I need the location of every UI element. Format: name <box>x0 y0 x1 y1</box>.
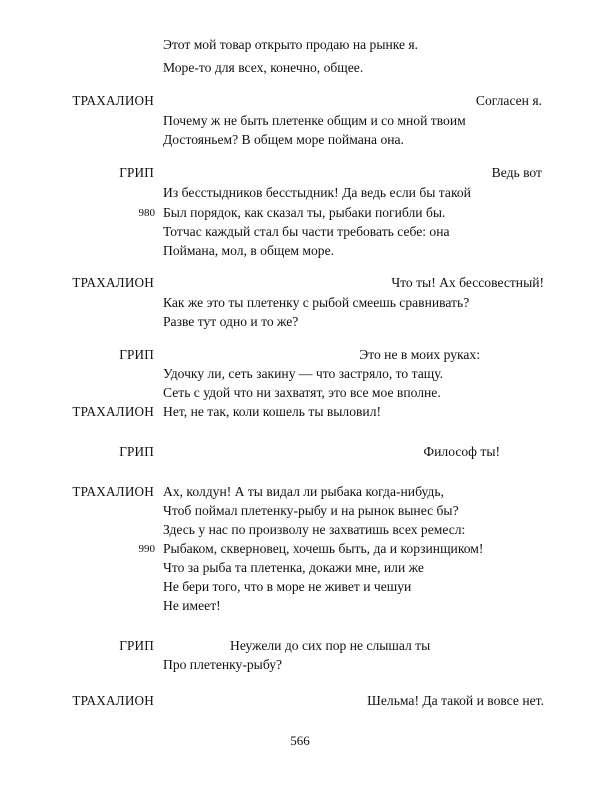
line-text: Это не в моих руках: <box>359 347 480 362</box>
speaker-name: ТРАХАЛИОН <box>72 275 154 290</box>
verse-line <box>0 241 600 261</box>
speaker-name: ГРИП <box>119 165 154 180</box>
line-text: Рыбаком, скверновец, хочешь быть, да и корзинщиком! <box>163 541 484 556</box>
speaker-name: ТРАХАЛИОН <box>72 484 154 499</box>
verse-line <box>0 364 600 384</box>
verse-line <box>0 293 600 313</box>
verse-line <box>0 183 600 203</box>
line-text: Что за рыба та плетенка, докажи мне, или же <box>163 560 424 575</box>
line-text: Был порядок, как сказал ты, рыбаки погибли бы. <box>163 205 446 220</box>
verse-line <box>0 345 600 365</box>
speaker-name: ТРАХАЛИОН <box>72 404 154 419</box>
line-text: Поймана, мол, в общем море. <box>163 243 334 258</box>
verse-line <box>0 636 600 656</box>
line-text: Здесь у нас по произволу не захватишь всех ремесл: <box>163 522 466 537</box>
verse-line <box>0 539 600 559</box>
line-number: 980 <box>138 207 155 219</box>
line-text: Не бери того, что в море не живет и чешуи <box>163 579 412 594</box>
verse-line <box>0 596 600 616</box>
verse-line <box>0 691 600 711</box>
line-text: Этот мой товар открыто продаю на рынке я. <box>163 37 419 52</box>
speaker-name: ТРАХАЛИОН <box>72 693 154 708</box>
line-text: Ах, колдун! А ты видал ли рыбака когда-нибудь, <box>163 484 444 499</box>
verse-line <box>0 58 600 78</box>
verse-line <box>0 91 600 111</box>
verse-line <box>0 130 600 150</box>
line-text: Достояньем? В общем море поймана она. <box>163 132 404 147</box>
line-text: Разве тут одно и то же? <box>163 314 299 329</box>
line-text: Из бесстыдников бесстыдник! Да ведь если бы такой <box>163 185 471 200</box>
verse-line <box>0 111 600 131</box>
speaker-name: ТРАХАЛИОН <box>72 93 154 108</box>
verse-line <box>0 558 600 578</box>
line-text: Философ ты! <box>423 444 500 459</box>
verse-line <box>0 577 600 597</box>
verse-line <box>0 383 600 403</box>
verse-line <box>0 655 600 675</box>
verse-line <box>0 442 600 462</box>
line-text: Что ты! Ах бессовестный! <box>391 275 544 290</box>
line-text: Тотчас каждый стал бы части требовать себе: она <box>163 224 450 239</box>
page-number: 566 <box>290 733 310 748</box>
line-text: Шельма! Да такой и вовсе нет. <box>367 693 544 708</box>
line-text: Удочку ли, сеть закину — что застряло, то тащу. <box>163 366 444 381</box>
verse-line <box>0 402 600 422</box>
verse-line <box>0 222 600 242</box>
verse-line <box>0 482 600 502</box>
line-text: Почему ж не быть плетенке общим и со мной твоим <box>163 113 466 128</box>
verse-line <box>0 501 600 521</box>
speaker-name: ГРИП <box>119 347 154 362</box>
line-text: Согласен я. <box>475 93 542 108</box>
speaker-name: ГРИП <box>119 444 154 459</box>
line-text: Нет, не так, коли кошель ты выловил! <box>163 404 382 419</box>
line-text: Море-то для всех, конечно, общее. <box>163 60 364 75</box>
line-number: 990 <box>138 543 155 555</box>
verse-line <box>0 163 600 183</box>
verse-line <box>0 35 600 55</box>
verse-line <box>0 520 600 540</box>
line-text: Неужели до сих пор не слышал ты <box>230 638 431 653</box>
line-text: Как же это ты плетенку с рыбой смеешь сравнивать? <box>163 295 470 310</box>
verse-line <box>0 273 600 293</box>
line-text: Сеть с удой что ни захватят, это все мое вполне. <box>163 385 441 400</box>
line-text: Про плетенку-рыбу? <box>163 657 283 672</box>
line-text: Ведь вот <box>491 165 542 180</box>
line-text: Чтоб поймал плетенку-рыбу и на рынок вынес бы? <box>163 503 459 518</box>
line-text: Не имеет! <box>163 598 221 613</box>
verse-line <box>0 203 600 223</box>
speaker-name: ГРИП <box>119 638 154 653</box>
verse-line <box>0 312 600 332</box>
